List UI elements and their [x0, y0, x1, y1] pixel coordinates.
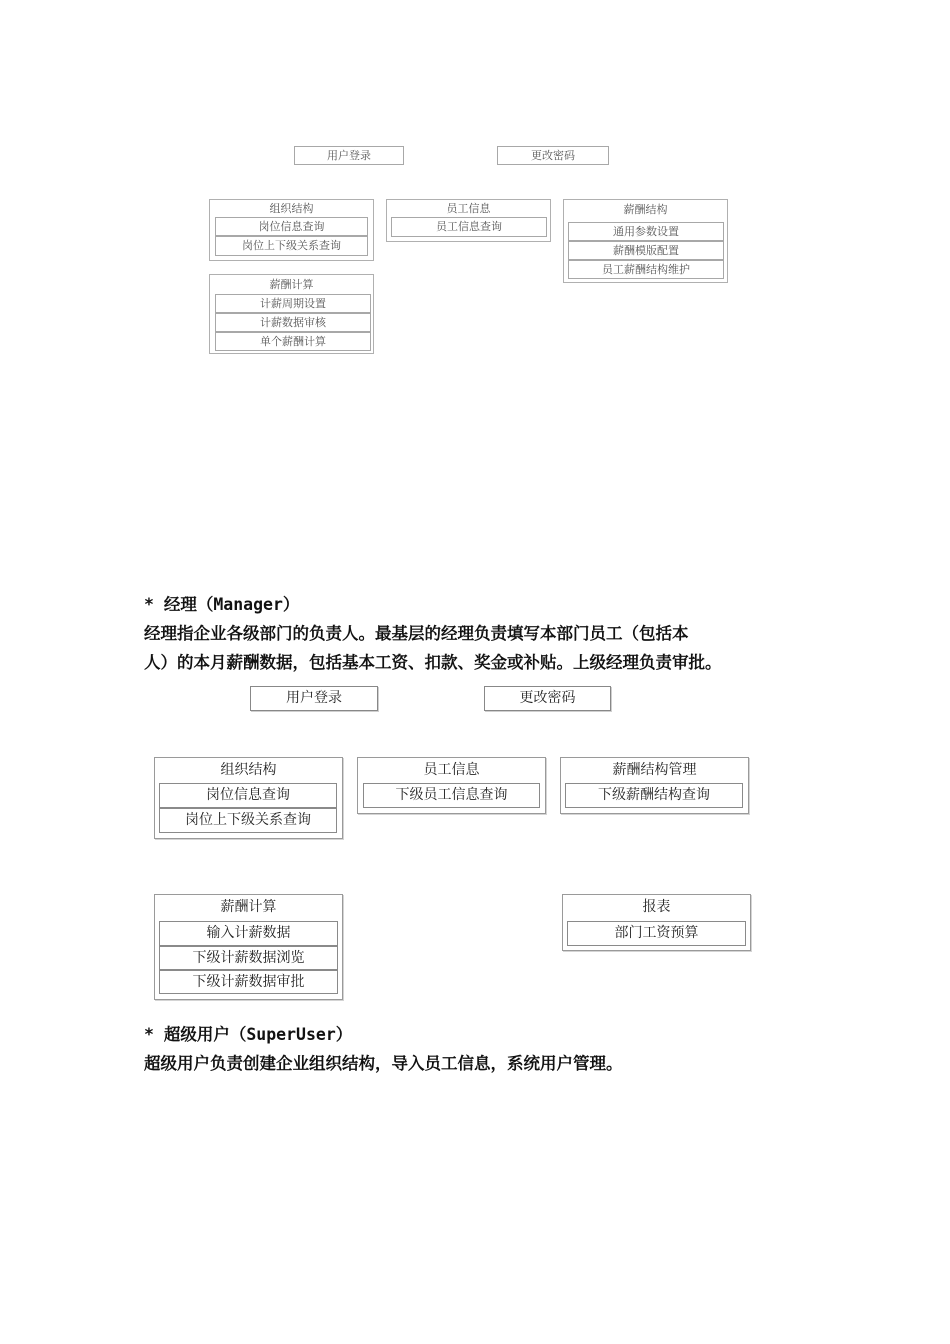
fig1-salary-calc-item-cycle[interactable]: 计薪周期设置	[215, 294, 371, 313]
manager-description-line2: 人）的本月薪酬数据，包括基本工资、扣款、奖金或补贴。上级经理负责审批。	[144, 653, 722, 672]
fig2-salary-structure-title: 薪酬结构管理	[612, 762, 697, 778]
fig2-report-title: 报表	[642, 899, 671, 915]
fig1-salary-structure-item-params[interactable]: 通用参数设置	[568, 222, 724, 241]
fig1-salary-calc-item-single[interactable]: 单个薪酬计算	[215, 332, 371, 351]
manager-heading: * 经理（Manager）	[144, 595, 300, 614]
fig1-salary-structure-item-template[interactable]: 薪酬模版配置	[568, 241, 724, 260]
fig1-org-item-position-query[interactable]: 岗位信息查询	[215, 217, 368, 236]
fig1-salary-structure-title: 薪酬结构	[623, 203, 668, 216]
fig2-login-button[interactable]: 用户登录	[250, 686, 378, 711]
fig2-org-panel	[154, 757, 343, 839]
fig1-salary-structure-item-maintain[interactable]: 员工薪酬结构维护	[568, 260, 724, 279]
fig1-salary-calc-panel	[209, 274, 374, 354]
fig2-report-panel	[562, 894, 751, 951]
superuser-description: 超级用户负责创建企业组织结构，导入员工信息，系统用户管理。	[144, 1054, 623, 1073]
fig2-salary-calc-item-approve[interactable]: 下级计薪数据审批	[159, 970, 338, 994]
fig1-employee-panel	[386, 199, 551, 242]
fig2-salary-calc-item-input[interactable]: 输入计薪数据	[159, 921, 338, 946]
fig1-change-password-button[interactable]: 更改密码	[497, 146, 609, 165]
fig2-salary-calc-item-browse[interactable]: 下级计薪数据浏览	[159, 946, 338, 970]
fig2-salary-structure-item-subordinate-query[interactable]: 下级薪酬结构查询	[565, 783, 743, 808]
fig1-employee-item-query[interactable]: 员工信息查询	[391, 217, 547, 237]
fig1-org-panel	[209, 199, 374, 261]
fig1-salary-structure-panel	[563, 199, 728, 283]
fig1-salary-calc-title: 薪酬计算	[269, 278, 314, 291]
fig2-org-item-hierarchy-query[interactable]: 岗位上下级关系查询	[159, 808, 337, 833]
manager-description-line1: 经理指企业各级部门的负责人。最基层的经理负责填写本部门员工（包括本	[144, 624, 689, 643]
fig2-org-title: 组织结构	[220, 762, 277, 778]
fig2-salary-calc-title: 薪酬计算	[220, 899, 277, 915]
fig1-employee-title: 员工信息	[446, 202, 491, 215]
fig2-org-item-position-query[interactable]: 岗位信息查询	[159, 783, 337, 808]
fig2-employee-panel	[357, 757, 546, 814]
fig1-org-item-hierarchy-query[interactable]: 岗位上下级关系查询	[215, 236, 368, 256]
superuser-heading: * 超级用户（SuperUser）	[144, 1025, 353, 1044]
fig2-salary-structure-panel	[560, 757, 749, 814]
fig2-employee-item-subordinate-query[interactable]: 下级员工信息查询	[363, 783, 540, 808]
fig1-salary-calc-item-audit[interactable]: 计薪数据审核	[215, 313, 371, 332]
fig2-change-password-button[interactable]: 更改密码	[484, 686, 611, 711]
fig2-salary-calc-panel	[154, 894, 343, 1000]
fig1-org-title: 组织结构	[269, 202, 314, 215]
fig1-login-button[interactable]: 用户登录	[294, 146, 404, 165]
fig2-employee-title: 员工信息	[423, 762, 480, 778]
fig2-report-item-budget[interactable]: 部门工资预算	[567, 921, 746, 946]
